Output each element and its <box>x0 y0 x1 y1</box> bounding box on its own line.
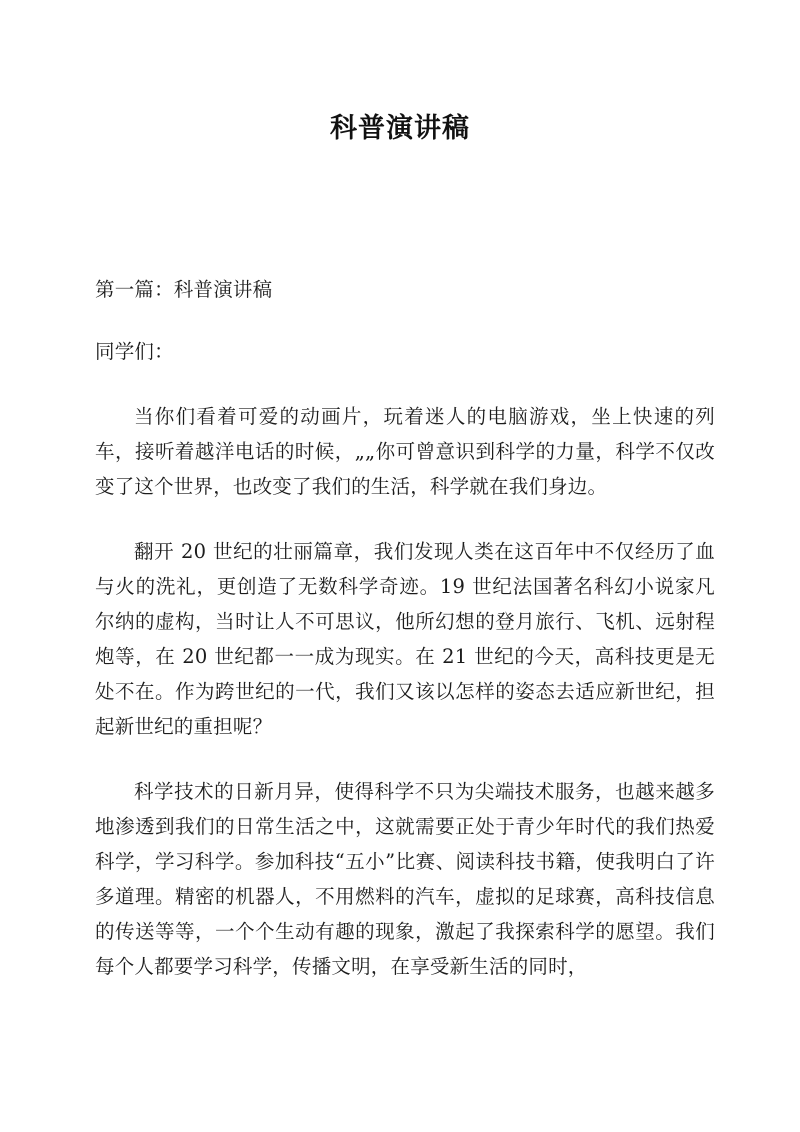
document-body <box>95 272 715 984</box>
spacer <box>95 369 715 399</box>
salutation: 同学们： <box>95 340 174 363</box>
section-label: 第一篇：科普演讲稿 <box>95 278 273 301</box>
body-paragraph-3: 科学技术的日新月异，使得科学不只为尖端技术服务，也越来越多地渗透到我们的日常生活之中，这就需要正处于青少年时代的我们热爱科学，学习科学。参加科技“五小”比赛、阅读科技书籍，使我明白了许多道理。精密的机器人，不用燃料的汽车，虚拟的足球赛，高科技信息的传送等等，一个个生动有趣的现象，激起了我探索科学的愿望。我们每个人都要学习科学，传播文明，在享受新生活的同时， <box>95 780 715 978</box>
body-paragraph-2: 翻开 20 世纪的壮丽篇章，我们发现人类在这百年中不仅经历了血与火的洗礼，更创造了无数科学奇迹。19 世纪法国著名科幻小说家凡尔纳的虚构，当时让人不可思议，他所幻想的登月旅行、飞机、远射程炮等，在 20 世纪都一一成为现实。在 21 世纪的今天，高科技更是无处不在。作为跨世纪的一代，我们又该以怎样的姿态去适应新世纪，担起新世纪的重担呢？ <box>95 540 715 738</box>
spacer <box>95 504 715 534</box>
body-paragraph-1: 当你们看着可爱的动画片，玩着迷人的电脑游戏，坐上快速的列车，接听着越洋电话的时候，„„你可曾意识到科学的力量，科学不仅改变了这个世界，也改变了我们的生活，科学就在我们身边。 <box>95 405 715 498</box>
spacer <box>95 307 715 334</box>
page-title: 科普演讲稿 <box>330 113 470 144</box>
spacer <box>95 744 715 774</box>
